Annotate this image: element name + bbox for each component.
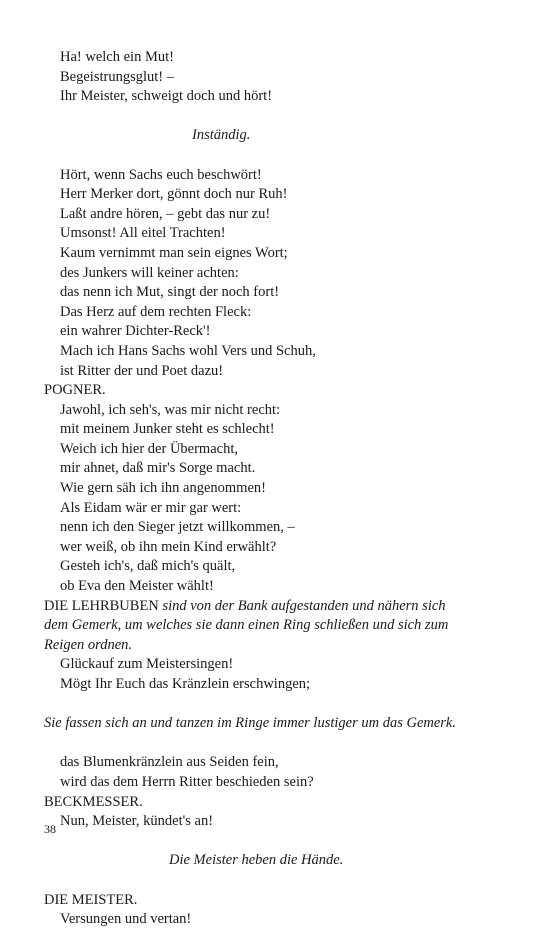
page-number: 38	[44, 822, 56, 836]
speaker-with-direction	[44, 597, 514, 617]
speaker-lehrbuben: DIE LEHRBUBEN	[44, 597, 159, 614]
verse-line: Ihr Meister, schweigt doch und hört!	[60, 88, 273, 105]
verse-line: Mach ich Hans Sachs wohl Vers und Schuh,	[60, 342, 316, 359]
verse-line: Umsonst! All eitel Trachten!	[60, 225, 226, 242]
stage-direction-continued: Reigen ordnen.	[44, 636, 133, 653]
speaker-meister: DIE MEISTER.	[44, 891, 138, 908]
verse-line: Das Herz auf dem rechten Fleck:	[60, 303, 252, 320]
verse-line: Begeistrungsglut! –	[60, 68, 174, 85]
verse-line: Gesteh ich's, daß mich's quält,	[60, 558, 236, 575]
spacer	[44, 832, 514, 852]
verse-line: das nenn ich Mut, singt der noch fort!	[60, 284, 280, 301]
verse-line: des Junkers will keiner achten:	[60, 264, 239, 281]
verse-line: ist Ritter der und Poet dazu!	[60, 362, 224, 379]
verse-line: Mögt Ihr Euch das Kränzlein erschwingen;	[60, 676, 311, 692]
verse-line: nenn ich den Sieger jetzt willkommen, –	[60, 519, 295, 536]
speaker-pogner: POGNER.	[44, 382, 106, 399]
verse-line: Glückauf zum Meistersingen!	[60, 656, 234, 673]
beckmesser-block	[44, 793, 514, 832]
verse-line: Versungen und vertan!	[60, 911, 192, 928]
spacer	[44, 734, 514, 754]
verse-line: Nun, Meister, kündet's an!	[60, 813, 214, 830]
lehrbuben-block	[44, 597, 514, 695]
verse-block-1	[44, 48, 514, 107]
verse-line: Wie gern säh ich ihn angenommen!	[60, 480, 266, 497]
verse-line: Jawohl, ich seh's, was mir nicht recht:	[60, 401, 281, 418]
verse-line: wer weiß, ob ihn mein Kind erwählt?	[60, 538, 277, 555]
stage-direction-lehrbuben: sind von der Bank aufgestanden und nähern sich	[162, 597, 446, 614]
stage-direction-instandig: Inständig.	[192, 127, 251, 144]
spacer	[44, 695, 514, 715]
spacer	[44, 871, 514, 891]
verse-line: ein wahrer Dichter-Reck'!	[60, 323, 211, 340]
verse-line: ob Eva den Meister wählt!	[60, 578, 214, 595]
verse-line: mir ahnet, daß mir's Sorge macht.	[60, 460, 256, 477]
pogner-block	[44, 381, 514, 597]
stage-direction-tanzen: Sie fassen sich an und tanzen im Ringe immer lustiger um das Gemerk.	[44, 715, 456, 732]
verse-block-3	[44, 753, 514, 792]
spacer	[44, 107, 514, 127]
verse-line: wird das dem Herrn Ritter beschieden sein?	[60, 773, 314, 790]
verse-line: Als Eidam wär er mir gar wert:	[60, 499, 242, 516]
verse-line: Ha! welch ein Mut!	[60, 49, 174, 65]
verse-block-2	[44, 166, 514, 382]
verse-line: Herr Merker dort, gönnt doch nur Ruh!	[60, 186, 288, 203]
verse-line: Kaum vernimmt man sein eignes Wort;	[60, 244, 288, 261]
stage-direction-heben: Die Meister heben die Hände.	[169, 852, 344, 869]
meister-block	[44, 891, 514, 930]
verse-line: mit meinem Junker steht es schlecht!	[60, 421, 275, 438]
libretto-page	[44, 48, 514, 930]
verse-line: Laßt andre hören, – gebt das nur zu!	[60, 205, 271, 222]
speaker-beckmesser: BECKMESSER.	[44, 793, 143, 810]
stage-direction-continued: dem Gemerk, um welches sie dann einen Ring schließen und sich zum	[44, 617, 449, 634]
verse-line: das Blumenkränzlein aus Seiden fein,	[60, 754, 279, 771]
verse-line: Hört, wenn Sachs euch beschwört!	[60, 166, 262, 183]
verse-line: Weich ich hier der Übermacht,	[60, 440, 238, 457]
spacer	[44, 146, 514, 166]
